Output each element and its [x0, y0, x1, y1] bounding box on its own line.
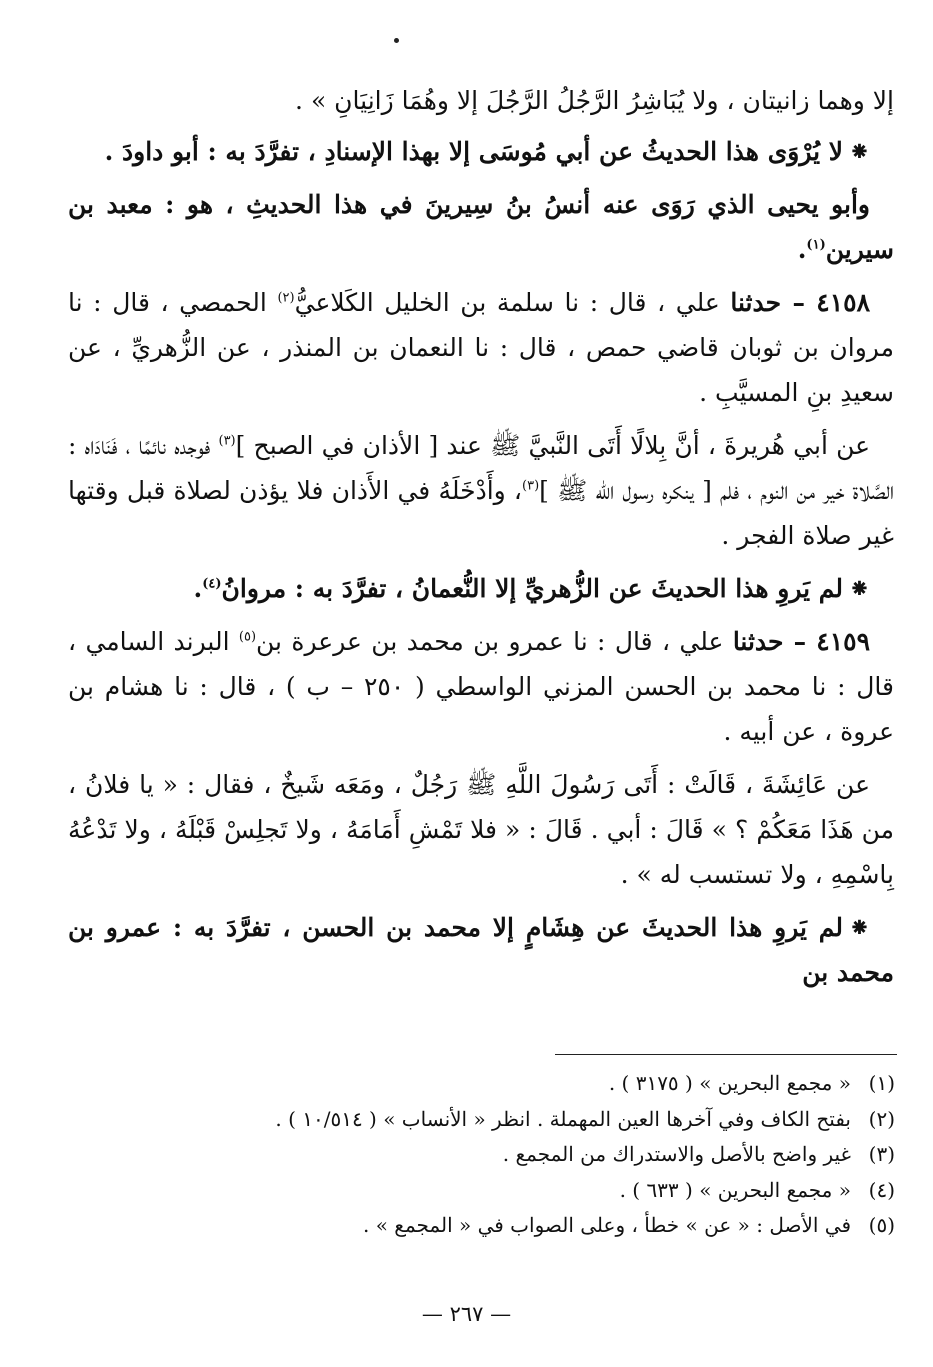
- note-text: وأبو يحيى الذي رَوَى عنه أنسُ بنُ سِيرينَ في هذا الحديثِ ، هو : معبد بن سيرين: [68, 190, 894, 264]
- footnote-ref: (٢): [277, 290, 295, 306]
- note-text: لم يَروِ هذا الحديثَ عن الزُّهريِّ إلا النُّعمانُ ، تفرَّدَ به : مروانُ: [221, 574, 844, 603]
- top-dot-mark: [394, 38, 399, 43]
- footnote-item: [55, 1102, 895, 1138]
- hadith-4159-text: [68, 762, 894, 897]
- note-text: لا يُرْوَى هذا الحديثُ عن أبي مُوسَى إلا بهذا الإسنادِ ، تفرَّدَ به : أبو داودَ .: [104, 137, 844, 166]
- star-ornament-icon: ⁕: [849, 574, 870, 603]
- note-text-tail: .: [193, 574, 203, 603]
- footnote-number: (٥): [868, 1213, 895, 1237]
- star-ornament-icon: ⁕: [849, 913, 870, 942]
- hadith-text: عن عَائِشَةَ ، قَالَتْ : أَتَى رَسُولَ اللَّهِ ﷺ رَجُلٌ ، ومَعَه شَيخٌ ، فقال : « يا فلانُ ، من هَذَا مَعَكُمْ ؟ » قَالَ : أبي . قَالَ : « فلا تَمْشِ أَمَامَهُ ، ولا تَجلِسْ قَبْلَهُ ، ولا تَدْعُهُ بِاسْمِهِ ، ولا تستسب له » .: [68, 770, 894, 889]
- note-text-tail: .: [797, 235, 807, 264]
- footnote-item: [55, 1137, 895, 1173]
- paragraph-text: إلا وهما زانيتان ، ولا يُبَاشِرُ الرَّجُلُ الرَّجُلَ إلا وهُمَا زَانِيَانِ » .: [295, 86, 894, 115]
- footnote-number: (٣): [868, 1142, 895, 1166]
- hadith-text-tail: ، وأَدْخَلَهُ في الأَذان فلا يؤذن لصلاة قبل وقتها غير صلاة الفجر .: [68, 476, 894, 550]
- footnote-text: بفتح الكاف وفي آخرها العين المهملة . انظر « الأنساب » ( ١٠/٥١٤ ) .: [275, 1106, 851, 1131]
- chain-text: علي ، قال : نا عمرو بن محمد بن عرعرة بن: [256, 627, 724, 656]
- hadith-note-3: [68, 905, 894, 995]
- page-number: — ٢٦٧ —: [421, 1302, 512, 1326]
- footnote-number: (٤): [868, 1177, 895, 1202]
- hadith-4159-chain: [68, 619, 894, 754]
- note-text: لم يَروِ هذا الحديثَ عن هِشَامٍ إلا محمد بن الحسن ، تفرَّدَ به : عمرو بن محمد بن: [68, 913, 894, 987]
- footnote-number: (٢): [868, 1106, 895, 1131]
- footnote-ref: (٣): [522, 478, 540, 494]
- footnote-ref: (٥): [238, 629, 257, 645]
- footnote-item: [55, 1173, 895, 1209]
- hadith-text-mid: فوجده نائمًا ، فَنَادَاه : الصَّلاة خير من النوم ، فلم [ ينكره رسول الله ﷺ ]: [68, 431, 895, 505]
- footnote-text: « مجمع البحرين » ( ٦٣٣ ) .: [619, 1177, 851, 1202]
- footnote-text: في الأصل : « عن » خطأ ، وعلى الصواب في « المجمع » .: [363, 1213, 851, 1237]
- main-text: [68, 78, 894, 1003]
- chain-text: علي ، قال : نا سلمة بن الخليل الكَلاعيُّ: [294, 288, 720, 317]
- hadith-number: ٤١٥٨ – حدثنا: [730, 288, 871, 317]
- footnote-item: [55, 1066, 895, 1102]
- hadith-note-2: [68, 566, 894, 611]
- hadith-note-1: [68, 129, 894, 174]
- hadith-text: عن أبي هُريرةَ ، أنَّ بِلالًا أَتَى النَّبيَّ ﷺ عند [ الأذان في الصبح ]: [235, 431, 871, 460]
- chain-text-tail: الحمصي ، قال : نا مروان بن ثوبان قاضي حمص ، قال : نا النعمان بن المنذر ، عن الزُّهريِّ ، عن سعيدِ بنِ المسيَّبِ .: [68, 288, 894, 407]
- footnotes: [55, 1066, 895, 1244]
- narrator-note: [68, 182, 894, 272]
- footnote-divider: [555, 1054, 897, 1055]
- hadith-number: ٤١٥٩ – حدثنا: [732, 627, 870, 656]
- footnote-ref: (٣): [218, 433, 236, 449]
- footnote-ref: (١): [806, 237, 826, 253]
- footnote-ref: (٤): [202, 576, 222, 592]
- footnote-number: (١): [868, 1071, 895, 1095]
- footnote-text: غير واضح بالأصل والاستدراك من المجمع .: [502, 1142, 851, 1166]
- hadith-4158-chain: [68, 280, 894, 415]
- chain-text-tail: البرند السامي ، قال : نا محمد بن الحسن المزني الواسطي ( ٢٥٠ – ب ) ، قال : نا هشام بن عروة ، عن أبيه .: [68, 627, 894, 746]
- star-ornament-icon: ⁕: [849, 137, 870, 166]
- footnote-text: « مجمع البحرين » ( ٣١٧٥ ) .: [608, 1071, 851, 1095]
- footnote-item: [55, 1208, 895, 1244]
- paragraph-continuation: [68, 78, 894, 123]
- hadith-4158-text: [68, 423, 894, 558]
